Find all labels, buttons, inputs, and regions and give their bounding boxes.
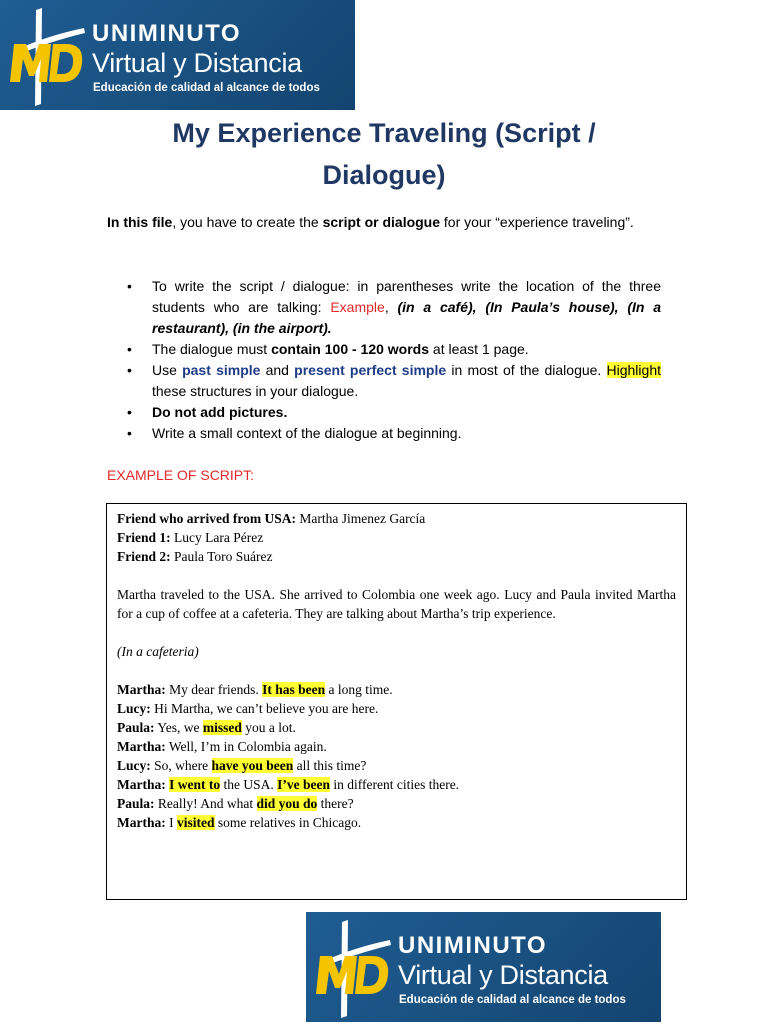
cast-row	[117, 547, 676, 566]
cast-list	[117, 509, 676, 566]
dialogue-text: some relatives in Chicago.	[214, 815, 362, 830]
example-script-box	[106, 503, 687, 900]
no-pictures-rule: Do not add pictures.	[152, 404, 288, 420]
dialogue-text: in different cities there.	[329, 777, 460, 792]
instruction-item	[107, 360, 661, 402]
page-title-line-1: My Experience Traveling (Script /	[172, 118, 596, 148]
dialogue-text: Really! And what	[154, 796, 257, 811]
speaker-name: Martha:	[117, 777, 166, 792]
dialogue-text: Well, I’m in Colombia again.	[165, 739, 327, 754]
cast-row	[117, 509, 676, 528]
instruction-item	[107, 402, 661, 423]
uniminuto-md-logo-icon	[312, 914, 396, 1020]
dialogue-line	[117, 775, 676, 794]
highlighted-structure: did you do	[256, 796, 318, 811]
dialogue-line	[117, 680, 676, 699]
header-banner	[0, 0, 355, 110]
script-location: (In a cafeteria)	[117, 644, 199, 659]
page-title	[100, 112, 668, 196]
dialogue-line	[117, 718, 676, 737]
example-word: Example	[330, 299, 385, 315]
cast-row	[117, 528, 676, 547]
dialogue-lines	[117, 680, 676, 832]
instruction-text-end: these structures in your dialogue.	[152, 383, 359, 399]
speaker-name: Paula:	[117, 796, 155, 811]
instruction-text: in most of the dialogue.	[446, 362, 607, 378]
intro-paragraph	[107, 212, 661, 233]
dialogue-line	[117, 813, 676, 832]
dialogue-line	[117, 794, 676, 813]
intro-text-1: , you have to create the	[172, 214, 323, 230]
speaker-name: Lucy:	[117, 758, 151, 773]
highlighted-structure: I went to	[169, 777, 221, 792]
speaker-name: Martha:	[117, 682, 166, 697]
uniminuto-md-logo-icon	[6, 2, 90, 108]
instruction-item	[107, 276, 661, 339]
instructions-list	[107, 276, 661, 444]
banner-brand-name: UNIMINUTO	[92, 20, 242, 47]
instruction-text: and	[260, 362, 295, 378]
cast-role: Friend 2:	[117, 549, 171, 564]
dialogue-text: there?	[317, 796, 354, 811]
dialogue-line	[117, 699, 676, 718]
dialogue-text: all this time?	[293, 758, 367, 773]
highlighted-structure: missed	[202, 720, 242, 735]
intro-bold-2: script or dialogue	[322, 214, 441, 230]
dialogue-text: So, where	[150, 758, 212, 773]
cast-name: Lucy Lara Pérez	[170, 530, 264, 545]
speaker-name: Martha:	[117, 815, 166, 830]
dialogue-text: Yes, we	[154, 720, 203, 735]
intro-text-2: for your “experience traveling”.	[440, 214, 634, 230]
footer-banner	[306, 912, 661, 1022]
instruction-item	[107, 339, 661, 360]
dialogue-text: I	[165, 815, 177, 830]
dialogue-text: you a lot.	[241, 720, 296, 735]
instruction-text-end: at least 1 page.	[429, 341, 529, 357]
instruction-text: The dialogue must	[152, 341, 272, 357]
instruction-text: Use	[152, 362, 183, 378]
cast-name: Paula Toro Suárez	[170, 549, 273, 564]
present-perfect-label: present perfect simple	[294, 362, 447, 378]
example-heading: EXAMPLE OF SCRIPT:	[107, 467, 255, 483]
highlighted-structure: I’ve been	[277, 777, 330, 792]
cast-name: Martha Jimenez García	[295, 511, 426, 526]
instruction-item	[107, 423, 661, 444]
word-count-requirement: contain 100 - 120 words	[271, 341, 430, 357]
page-title-line-2: Dialogue)	[322, 160, 446, 190]
dialogue-line	[117, 737, 676, 756]
instruction-text: Write a small context of the dialogue at beginning.	[152, 425, 462, 441]
intro-bold-1: In this file	[107, 214, 173, 230]
banner-subtitle: Virtual y Distancia	[398, 960, 608, 990]
instruction-text: To write the script / dialogue: in parentheses write the location of the three students who are talking:	[152, 278, 661, 315]
dialogue-text: My dear friends.	[165, 682, 263, 697]
banner-tagline: Educación de calidad al alcance de todos	[93, 82, 320, 94]
dialogue-text: the USA.	[220, 777, 278, 792]
highlighted-structure: visited	[176, 815, 215, 830]
dialogue-text: Hi Martha, we can’t believe you are here.	[150, 701, 379, 716]
past-simple-label: past simple	[182, 362, 261, 378]
highlighted-structure: It has been	[262, 682, 326, 697]
comma: ,	[384, 299, 398, 315]
cast-role: Friend who arrived from USA:	[117, 511, 296, 526]
script-context: Martha traveled to the USA. She arrived to Colombia one week ago. Lucy and Paula invited Martha for a cup of coffee at a cafeteria. They are talking about Martha’s trip experience.	[117, 587, 676, 621]
dialogue-line	[117, 756, 676, 775]
speaker-name: Paula:	[117, 720, 155, 735]
highlight-word: Highlight	[606, 362, 661, 378]
example-places: (in a café), (In Paula’s house), (In a restaurant), (in the airport).	[152, 299, 661, 336]
speaker-name: Martha:	[117, 739, 166, 754]
cast-role: Friend 1:	[117, 530, 171, 545]
banner-subtitle: Virtual y Distancia	[92, 48, 302, 78]
banner-tagline: Educación de calidad al alcance de todos	[399, 994, 626, 1006]
dialogue-text: a long time.	[325, 682, 393, 697]
banner-brand-name: UNIMINUTO	[398, 932, 548, 959]
highlighted-structure: have you been	[211, 758, 294, 773]
speaker-name: Lucy:	[117, 701, 151, 716]
